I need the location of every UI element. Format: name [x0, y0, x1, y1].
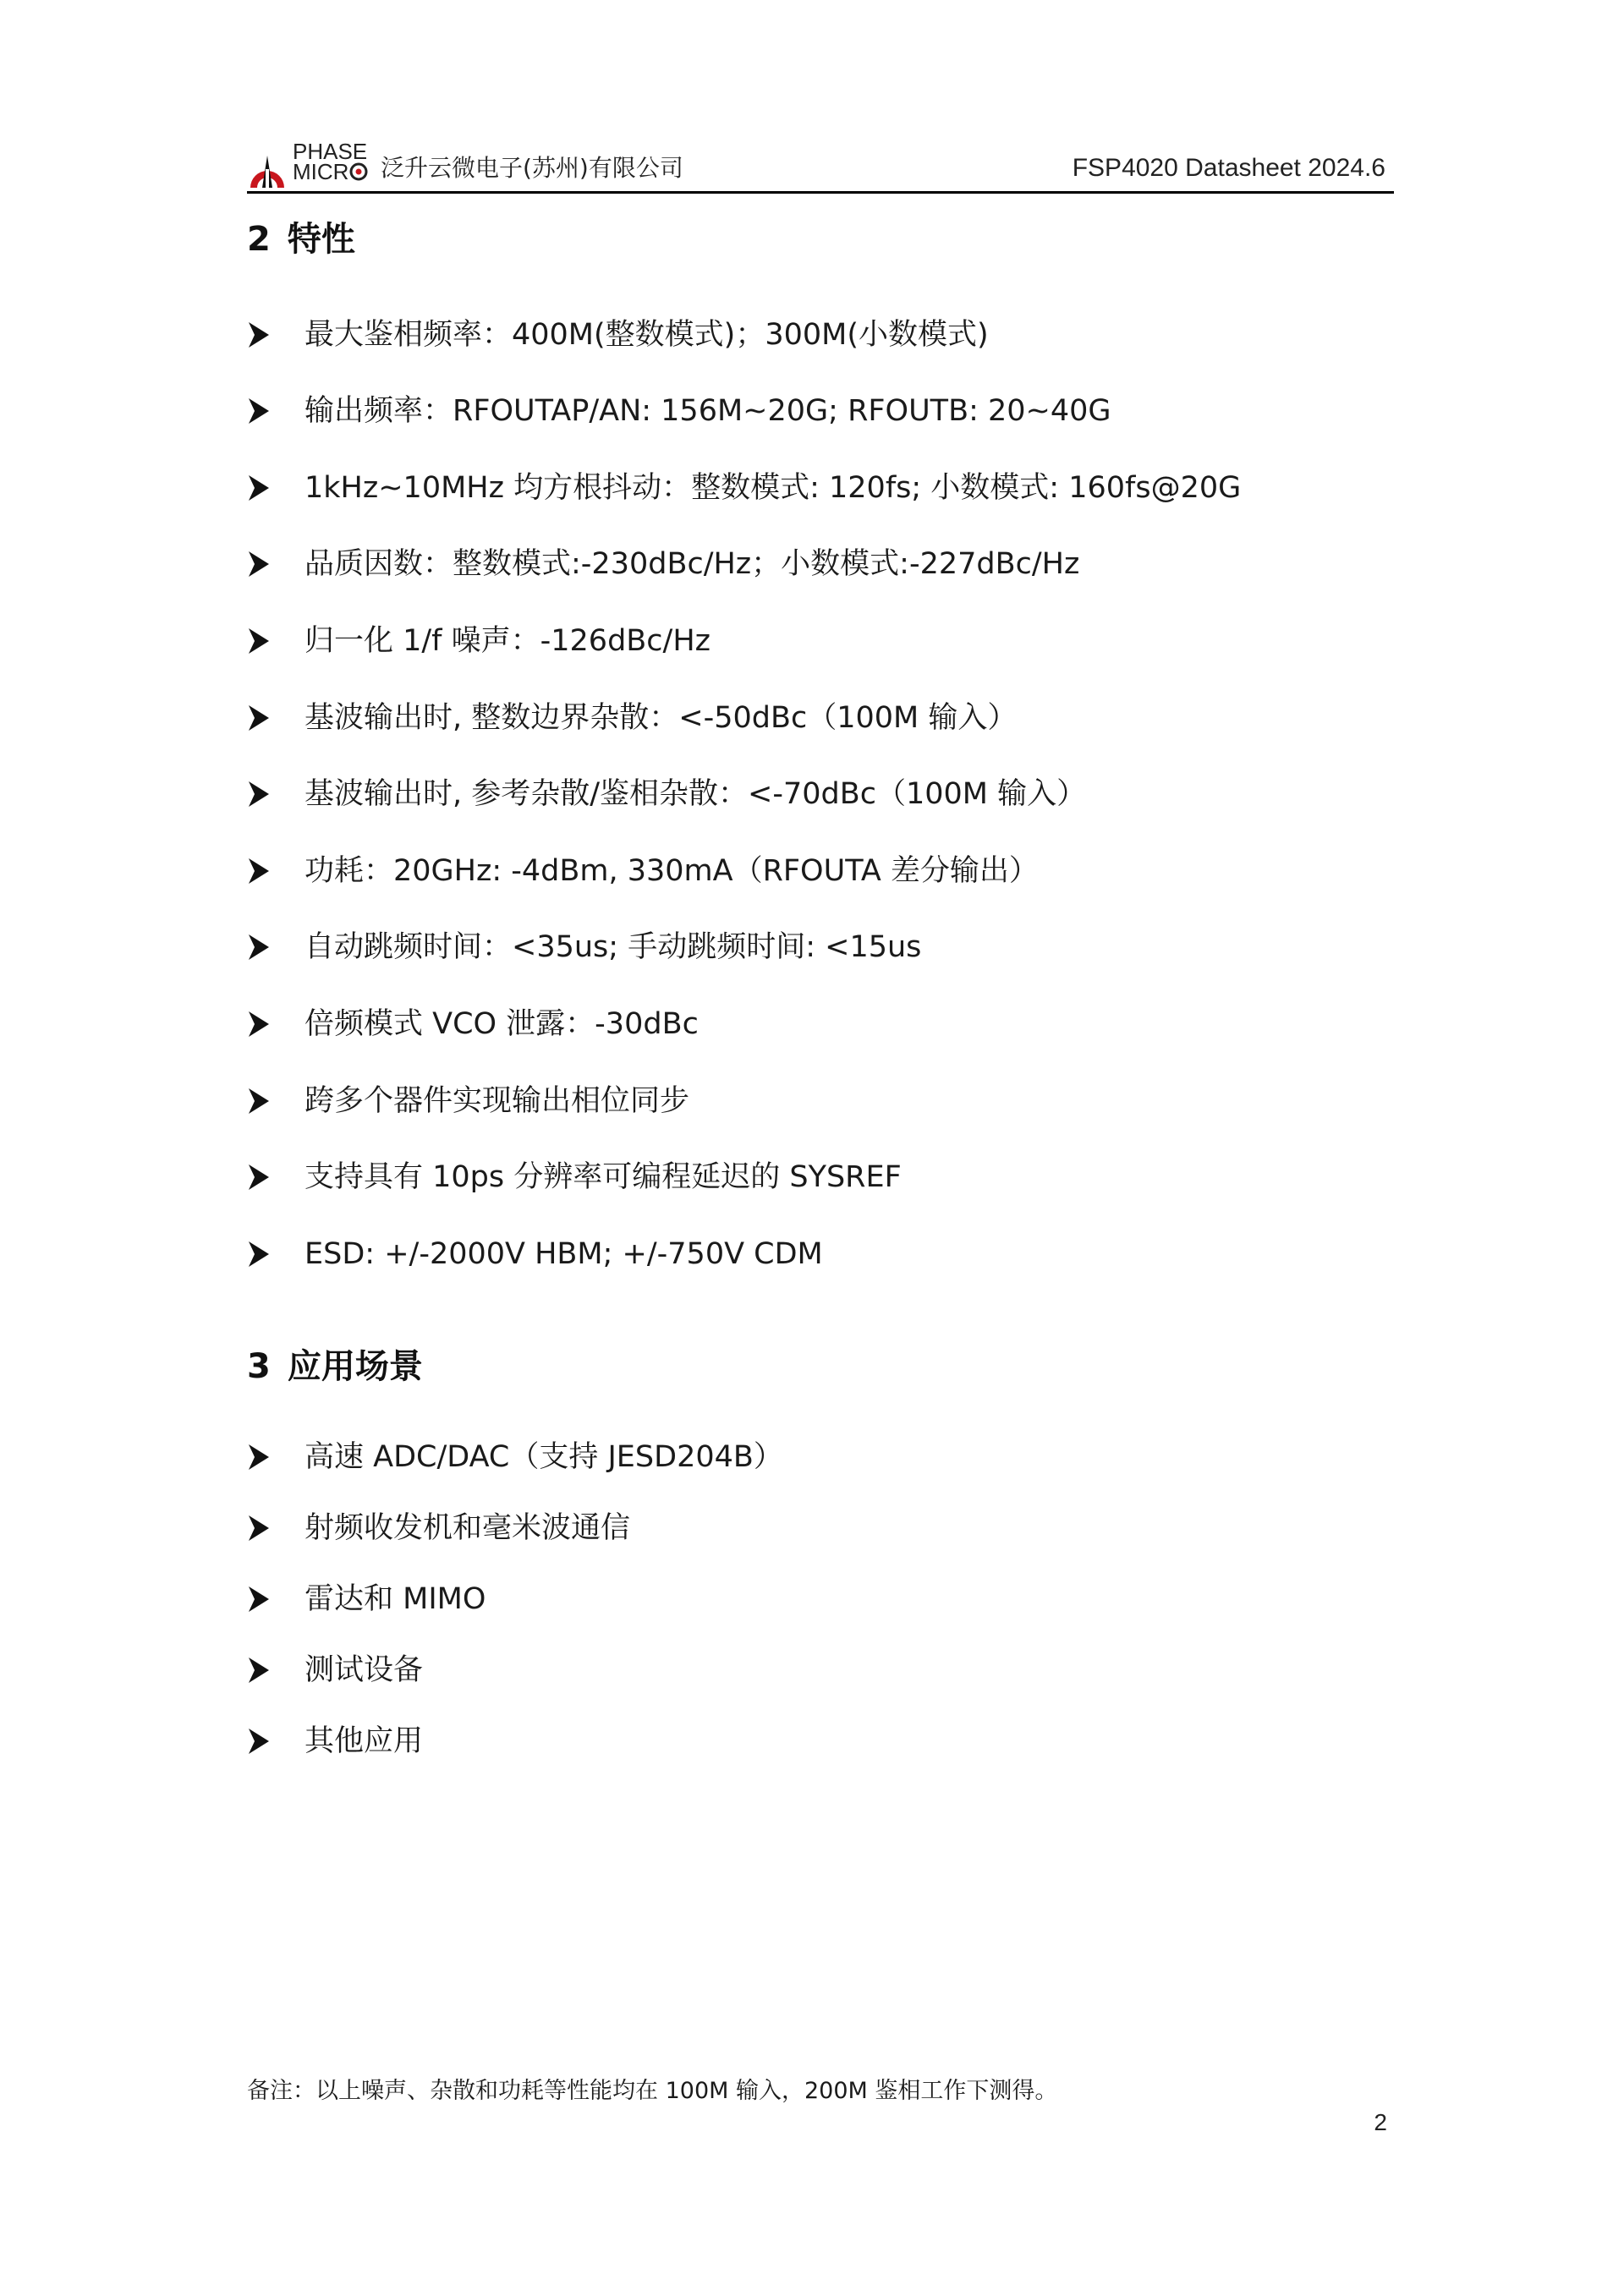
arrow-bullet-icon [247, 1513, 271, 1543]
arrow-bullet-icon [247, 1239, 271, 1269]
list-item-text: 品质因数：整数模式:-230dBc/Hz；小数模式:-227dBc/Hz [304, 547, 1080, 581]
logo-mark-icon [247, 151, 288, 188]
list-item-text: 射频收发机和毫米波通信 [304, 1511, 631, 1545]
logo-o-mark-icon [349, 162, 368, 181]
document-title: FSP4020 Datasheet 2024.6 [1072, 154, 1385, 182]
arrow-bullet-icon [247, 1086, 271, 1116]
footnote: 备注：以上噪声、杂散和功耗等性能均在 100M 输入，200M 鉴相工作下测得。 [247, 2078, 1058, 2104]
list-item-text: 倍频模式 VCO 泄露：-30dBc [304, 1007, 699, 1041]
list-item-text: 测试设备 [304, 1653, 424, 1687]
arrow-bullet-icon [247, 1726, 271, 1756]
section-title-applications [247, 1346, 423, 1387]
section-number: 3 [247, 1347, 271, 1386]
list-item-text: 跨多个器件实现输出相位同步 [304, 1084, 690, 1118]
arrow-bullet-icon [247, 1655, 271, 1685]
section-heading: 特性 [287, 220, 355, 259]
page-number: 2 [1374, 2109, 1387, 2135]
list-item-text: 支持具有 10ps 分辨率可编程延迟的 SYSREF [304, 1160, 902, 1194]
list-item-text: 基波输出时, 整数边界杂散：<-50dBc（100M 输入） [304, 701, 1018, 735]
logo-text-micro [293, 161, 368, 183]
list-item-text: ESD: +/-2000V HBM; +/-750V CDM [304, 1237, 823, 1271]
logo-text-phase: PHASE [293, 139, 368, 164]
list-item-text: 雷达和 MIMO [304, 1582, 486, 1616]
arrow-bullet-icon [247, 473, 271, 503]
company-name: 泛升云微电子(苏州)有限公司 [381, 154, 683, 182]
arrow-bullet-icon [247, 779, 271, 809]
list-item-text: 归一化 1/f 噪声：-126dBc/Hz [304, 624, 711, 658]
company-logo [247, 139, 376, 186]
list-item-text: 功耗：20GHz: -4dBm, 330mA（RFOUTA 差分输出） [304, 854, 1039, 888]
list-item-text: 基波输出时, 参考杂散/鉴相杂散：<-70dBc（100M 输入） [304, 777, 1087, 811]
list-item-text: 自动跳频时间：<35us; 手动跳频时间: <15us [304, 930, 922, 964]
arrow-bullet-icon [247, 626, 271, 656]
arrow-bullet-icon [247, 1009, 271, 1039]
arrow-bullet-icon [247, 396, 271, 426]
logo-text-micro-letters: MICR [293, 159, 349, 184]
arrow-bullet-icon [247, 856, 271, 886]
section-heading: 应用场景 [287, 1347, 423, 1386]
page-header [247, 135, 1394, 194]
section-title-features [247, 219, 355, 260]
list-item-text: 其他应用 [304, 1724, 424, 1758]
arrow-bullet-icon [247, 703, 271, 733]
arrow-bullet-icon [247, 1584, 271, 1614]
arrow-bullet-icon [247, 320, 271, 350]
list-item-text: 输出频率：RFOUTAP/AN: 156M~20G; RFOUTB: 20~40G [304, 394, 1111, 428]
section-number: 2 [247, 220, 271, 259]
list-item-text: 1kHz~10MHz 均方根抖动：整数模式: 120fs; 小数模式: 160fs@20G [304, 471, 1242, 505]
list-item-text: 高速 ADC/DAC（支持 JESD204B） [304, 1440, 783, 1474]
arrow-bullet-icon [247, 1442, 271, 1472]
arrow-bullet-icon [247, 549, 271, 579]
list-item-text: 最大鉴相频率：400M(整数模式)；300M(小数模式) [304, 318, 989, 352]
arrow-bullet-icon [247, 1162, 271, 1192]
arrow-bullet-icon [247, 932, 271, 962]
